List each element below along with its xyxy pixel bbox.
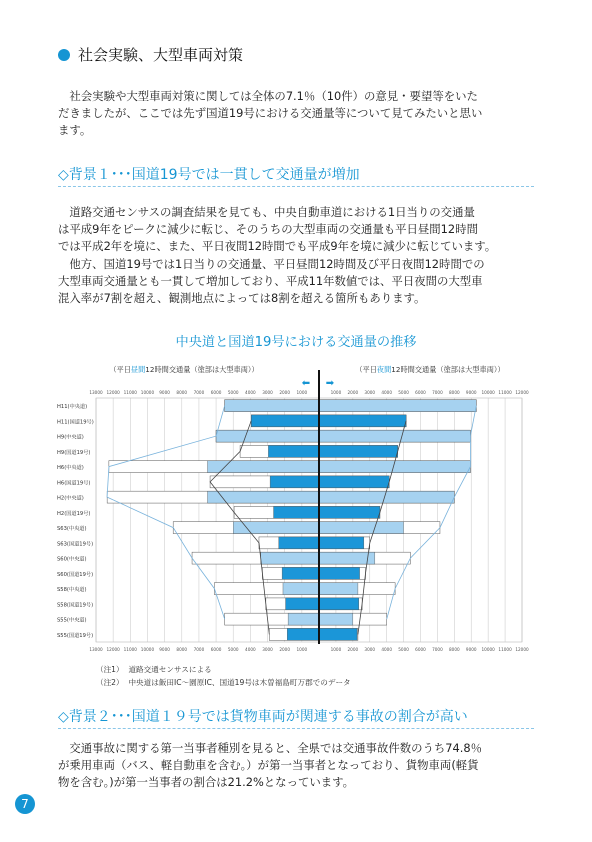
body-line: 物を含む。)が第一当事者の割合は21.2%となっています。 bbox=[58, 775, 355, 790]
bullet-dot-icon bbox=[58, 49, 70, 61]
tick-label: 11000 bbox=[498, 647, 512, 652]
tick-label: 1000 bbox=[330, 390, 342, 395]
category-label: H2(中央道) bbox=[57, 495, 84, 502]
tick-label: 12000 bbox=[106, 647, 120, 652]
category-label: H6(中央道) bbox=[57, 465, 84, 472]
body-line: 大型車両交通量とも一貫して増加しており、平成11年数値では、平日夜間の大型車 bbox=[58, 273, 483, 288]
category-label: H9(国道19号) bbox=[57, 449, 91, 456]
bar-left-large bbox=[208, 491, 320, 503]
tick-label: 7000 bbox=[193, 390, 205, 395]
heading-divider bbox=[58, 728, 534, 729]
bar-left-large bbox=[208, 461, 320, 473]
tick-label: 12000 bbox=[515, 390, 529, 395]
tick-label: 3000 bbox=[364, 390, 376, 395]
tick-label: 5000 bbox=[227, 647, 239, 652]
tick-label: 3000 bbox=[262, 390, 273, 395]
section-title-text: 社会実験、大型車両対策 bbox=[78, 46, 244, 64]
note-1 bbox=[96, 664, 212, 675]
bar-left-large bbox=[282, 567, 319, 579]
bar-left-large bbox=[270, 476, 319, 488]
tick-label: 1000 bbox=[296, 390, 308, 395]
bar-right-large bbox=[319, 567, 360, 579]
category-label: H9(中央道) bbox=[57, 434, 84, 441]
bar-right-large bbox=[319, 613, 353, 625]
bar-right-large bbox=[319, 445, 398, 457]
right-axis-caption: （平日夜間12時間交通量（塗部は大型車両）） bbox=[355, 365, 505, 374]
bar-left-large bbox=[216, 430, 319, 442]
category-label: S63(国道19号) bbox=[57, 541, 94, 548]
tick-label: 10000 bbox=[481, 647, 495, 652]
note-label: （注2） bbox=[96, 678, 124, 687]
tick-label: 7000 bbox=[432, 390, 443, 395]
tick-label: 10000 bbox=[481, 390, 495, 395]
bar-right-large bbox=[319, 583, 358, 595]
tick-label: 7000 bbox=[432, 647, 443, 652]
bar-left-large bbox=[288, 613, 319, 625]
body-line: は平成9年をピークに減少に転じ、そのうちの大型車両の交通量も平日昼間12時間 bbox=[58, 222, 478, 237]
left-axis-caption: （平日昼間12時間交通量（塗部は大型車両）） bbox=[109, 365, 259, 374]
note-text: 中央道は飯田IC～園原IC、国道19号は木曽福島町万郡でのデータ bbox=[128, 678, 351, 687]
tick-label: 2000 bbox=[347, 390, 359, 395]
tick-label: 8000 bbox=[448, 390, 460, 395]
tick-label: 6000 bbox=[415, 390, 426, 395]
bar-left-large bbox=[261, 552, 319, 564]
tick-label: 5000 bbox=[227, 390, 239, 395]
bar-left-large bbox=[268, 445, 319, 457]
tick-label: 12000 bbox=[106, 390, 120, 395]
section-title bbox=[58, 44, 243, 65]
category-label: S55(国道19号) bbox=[57, 632, 94, 639]
intro-paragraph bbox=[58, 88, 538, 140]
background2-heading: ◇背景２･･･国道１９号では貨物車両が関連する事故の割合が高い bbox=[58, 709, 468, 725]
bar-right-large bbox=[319, 506, 380, 518]
arrow-left-icon: ⬅ bbox=[301, 378, 311, 389]
bar-right-large bbox=[319, 430, 470, 442]
intro-line: だきましたが、ここでは先ず国道19号における交通量等について見てみたいと思い bbox=[58, 106, 483, 121]
tick-label: 10000 bbox=[140, 647, 155, 652]
note-text: 道路交通センサスによる bbox=[128, 665, 212, 674]
category-label: S60(中央道) bbox=[57, 556, 87, 563]
tick-label: 6000 bbox=[210, 390, 222, 395]
category-label: H2(国道19号) bbox=[57, 510, 91, 517]
intro-line: ます。 bbox=[58, 123, 92, 138]
body-line: 交通事故に関する第一当事者種別を見ると、全県では交通事故件数のうち74.8％ bbox=[69, 741, 483, 755]
background2-paragraph bbox=[58, 740, 538, 792]
note-2 bbox=[96, 677, 351, 688]
category-label: S60(国道19号) bbox=[57, 571, 94, 578]
tick-label: 9000 bbox=[159, 647, 170, 652]
bar-right-large bbox=[319, 522, 404, 534]
bar-right-large bbox=[319, 598, 359, 610]
bar-right-large bbox=[319, 400, 476, 412]
tick-label: 5000 bbox=[398, 390, 409, 395]
tick-label: 2000 bbox=[279, 390, 291, 395]
tick-label: 1000 bbox=[296, 647, 308, 652]
bar-right-large bbox=[319, 491, 454, 503]
tick-label: 4000 bbox=[245, 390, 256, 395]
trend-line-highway-left bbox=[107, 406, 225, 619]
tick-label: 4000 bbox=[381, 390, 393, 395]
bar-right-large bbox=[319, 628, 357, 640]
page-number: 7 bbox=[15, 794, 35, 814]
bar-left-large bbox=[225, 400, 319, 412]
tick-label: 6000 bbox=[415, 647, 426, 652]
body-line: では平成2年を境に、また、平日夜間12時間でも平成9年を境に減少に転じています。 bbox=[58, 239, 497, 254]
tick-label: 11000 bbox=[123, 390, 137, 395]
tick-label: 13000 bbox=[89, 390, 103, 395]
tick-label: 5000 bbox=[398, 647, 409, 652]
tick-label: 8000 bbox=[448, 647, 460, 652]
category-label: S58(国道19号) bbox=[57, 602, 94, 609]
traffic-volume-chart bbox=[0, 356, 592, 658]
tick-label: 12000 bbox=[515, 647, 529, 652]
tick-label: 13000 bbox=[89, 647, 103, 652]
heading-divider bbox=[58, 186, 534, 187]
bar-right-large bbox=[319, 537, 364, 549]
category-label: S55(中央道) bbox=[57, 617, 87, 624]
bar-left-large bbox=[274, 506, 319, 518]
tick-label: 3000 bbox=[262, 647, 273, 652]
category-label: S58(中央道) bbox=[57, 587, 87, 594]
tick-label: 2000 bbox=[347, 647, 359, 652]
category-label: H6(国道19号) bbox=[57, 480, 91, 487]
body-line: 混入率が7割を超え、観測地点によっては8割を超える箇所もあります。 bbox=[58, 291, 426, 306]
bar-left-large bbox=[251, 415, 319, 427]
intro-line: 社会実験や大型車両対策に関しては全体の7.1％（10件）の意見・要望等をいた bbox=[69, 89, 478, 103]
category-label: H11(国道19号) bbox=[57, 419, 94, 426]
bar-left-large bbox=[279, 537, 319, 549]
tick-label: 4000 bbox=[245, 647, 256, 652]
body-line: が乗用車両（バス、軽自動車を含む。）が第一当事者となっており、貨物車両(軽貨 bbox=[58, 758, 479, 773]
tick-label: 4000 bbox=[381, 647, 393, 652]
body-line: 他方、国道19号では1日当りの交通量、平日昼間12時間及び平日夜間12時間での bbox=[69, 256, 485, 271]
tick-label: 10000 bbox=[140, 390, 155, 395]
chart-title: 中央道と国道19号における交通量の推移 bbox=[175, 335, 417, 350]
tick-label: 6000 bbox=[210, 647, 222, 652]
category-label: S63(中央道) bbox=[57, 526, 87, 533]
background1-heading: ◇背景１･･･国道19号では一貫して交通量が増加 bbox=[58, 167, 360, 183]
bar-left-large bbox=[287, 628, 319, 640]
category-label: H11(中央道) bbox=[57, 404, 88, 411]
tick-label: 7000 bbox=[193, 647, 205, 652]
tick-label: 8000 bbox=[176, 390, 188, 395]
background1-paragraph bbox=[58, 204, 538, 307]
tick-label: 1000 bbox=[330, 647, 342, 652]
body-line: 道路交通センサスの調査結果を見ても、中央自動車道における1日当りの交通量 bbox=[69, 205, 475, 219]
bar-right-large bbox=[319, 415, 406, 427]
tick-label: 9000 bbox=[465, 647, 477, 652]
bar-left-large bbox=[286, 598, 319, 610]
bar-right-large bbox=[319, 552, 375, 564]
tick-label: 9000 bbox=[465, 390, 477, 395]
arrow-right-icon: ➡ bbox=[325, 378, 335, 389]
tick-label: 11000 bbox=[498, 390, 512, 395]
bar-right-large bbox=[319, 476, 389, 488]
tick-label: 8000 bbox=[176, 647, 188, 652]
tick-label: 11000 bbox=[123, 647, 137, 652]
note-label: （注1） bbox=[96, 665, 124, 674]
tick-label: 3000 bbox=[364, 647, 376, 652]
tick-label: 9000 bbox=[159, 390, 170, 395]
tick-label: 2000 bbox=[279, 647, 291, 652]
bar-left-large bbox=[283, 583, 319, 595]
